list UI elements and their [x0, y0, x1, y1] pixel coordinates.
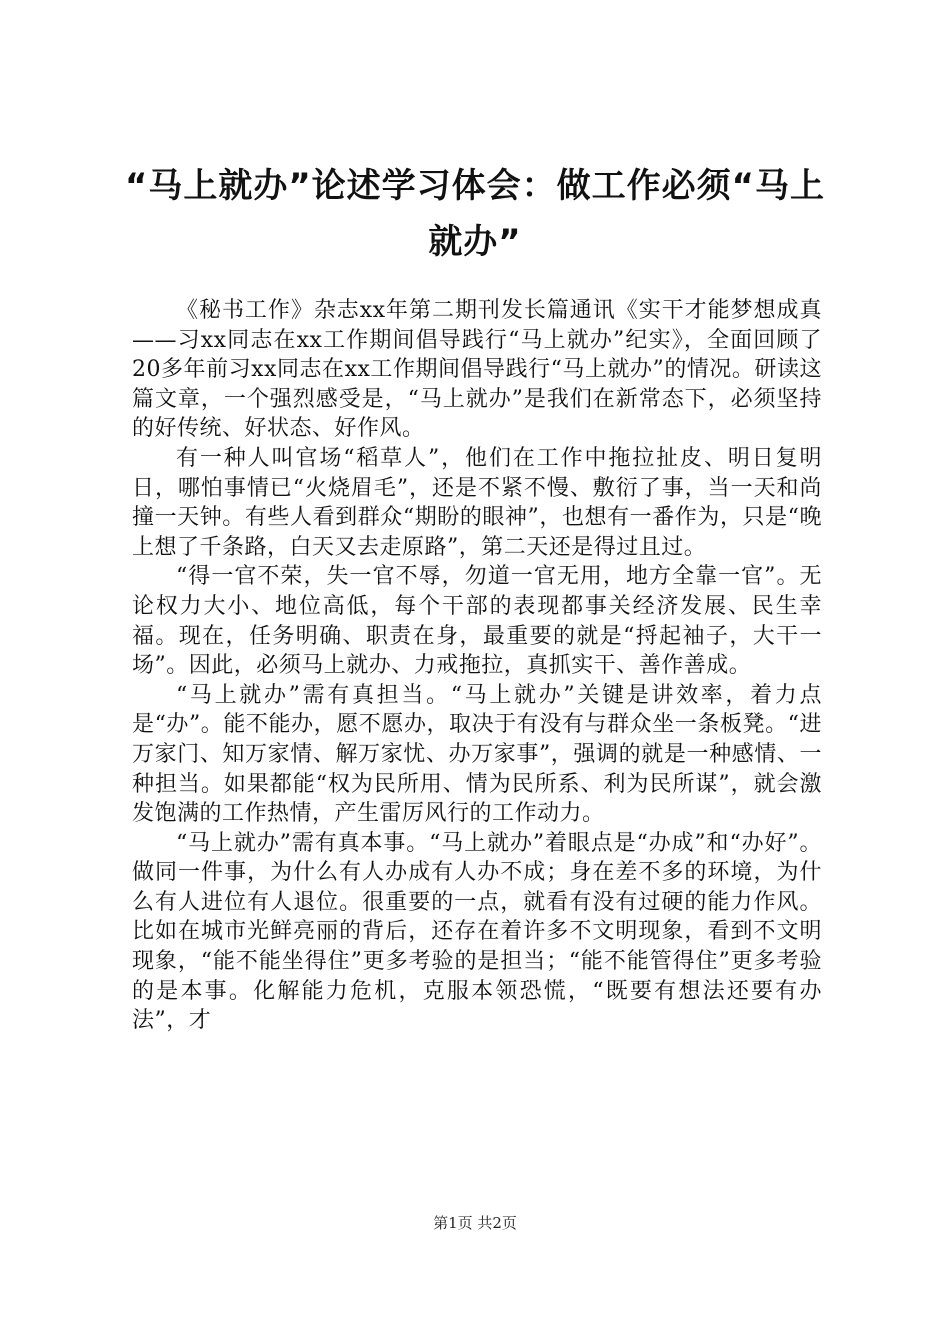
document-body [132, 296, 822, 1036]
document-title: “马上就办”论述学习体会：做工作必须“马上就办” [124, 166, 826, 262]
paragraph-5: “马上就办”需有真本事。“马上就办”着眼点是“办成”和“办好”。做同一件事，为什么有人办成有人办不成；身在差不多的环境，为什么有人进位有人退位。很重要的一点，就看有没有过硬的能力作风。比如在城市光鲜亮丽的背后，还存在着许多不文明现象，看到不文明现象，“能不能坐得住”更多考验的是担当；“能不能管得住”更多考验的是本事。化解能力危机，克服本领恐慌，“既要有想法还要有办法”，才 [132, 830, 822, 1034]
paragraph-2: 有一种人叫官场“稻草人”，他们在工作中拖拉扯皮、明日复明日，哪怕事情已“火烧眉毛”，还是不紧不慢、敷衍了事，当一天和尚撞一天钟。有些人看到群众“期盼的眼神”，也想有一番作为，只是“晚上想了千条路，白天又去走原路”，第二天还是得过且过。 [132, 445, 822, 560]
paragraph-3: “得一官不荣，失一官不辱，勿道一官无用，地方全靠一官”。无论权力大小、地位高低，每个干部的表现都事关经济发展、民生幸福。现在，任务明确、职责在身，最重要的就是“捋起袖子，大干一场”。因此，必须马上就办、力戒拖拉，真抓实干、善作善成。 [132, 564, 822, 679]
paragraph-4: “马上就办”需有真担当。“马上就办”关键是讲效率，着力点是“办”。能不能办，愿不愿办，取决于有没有与群众坐一条板凳。“进万家门、知万家情、解万家忧、办万家事”，强调的就是一种感情、一种担当。如果都能“权为民所用、情为民所系、利为民所谋”，就会激发饱满的工作热情，产生雷厉风行的工作动力。 [132, 682, 822, 827]
paragraph-1: 《秘书工作》杂志xx年第二期刊发长篇通讯《实干才能梦想成真——习xx同志在xx工作期间倡导践行“马上就办”纪实》，全面回顾了20多年前习xx同志在xx工作期间倡导践行“马上就办”的情况。研读这篇文章，一个强烈感受是，“马上就办”是我们在新常态下，必须坚持的好传统、好状态、好作风。 [132, 298, 822, 442]
page-number-footer: 第1页 共2页 [433, 1214, 517, 1232]
